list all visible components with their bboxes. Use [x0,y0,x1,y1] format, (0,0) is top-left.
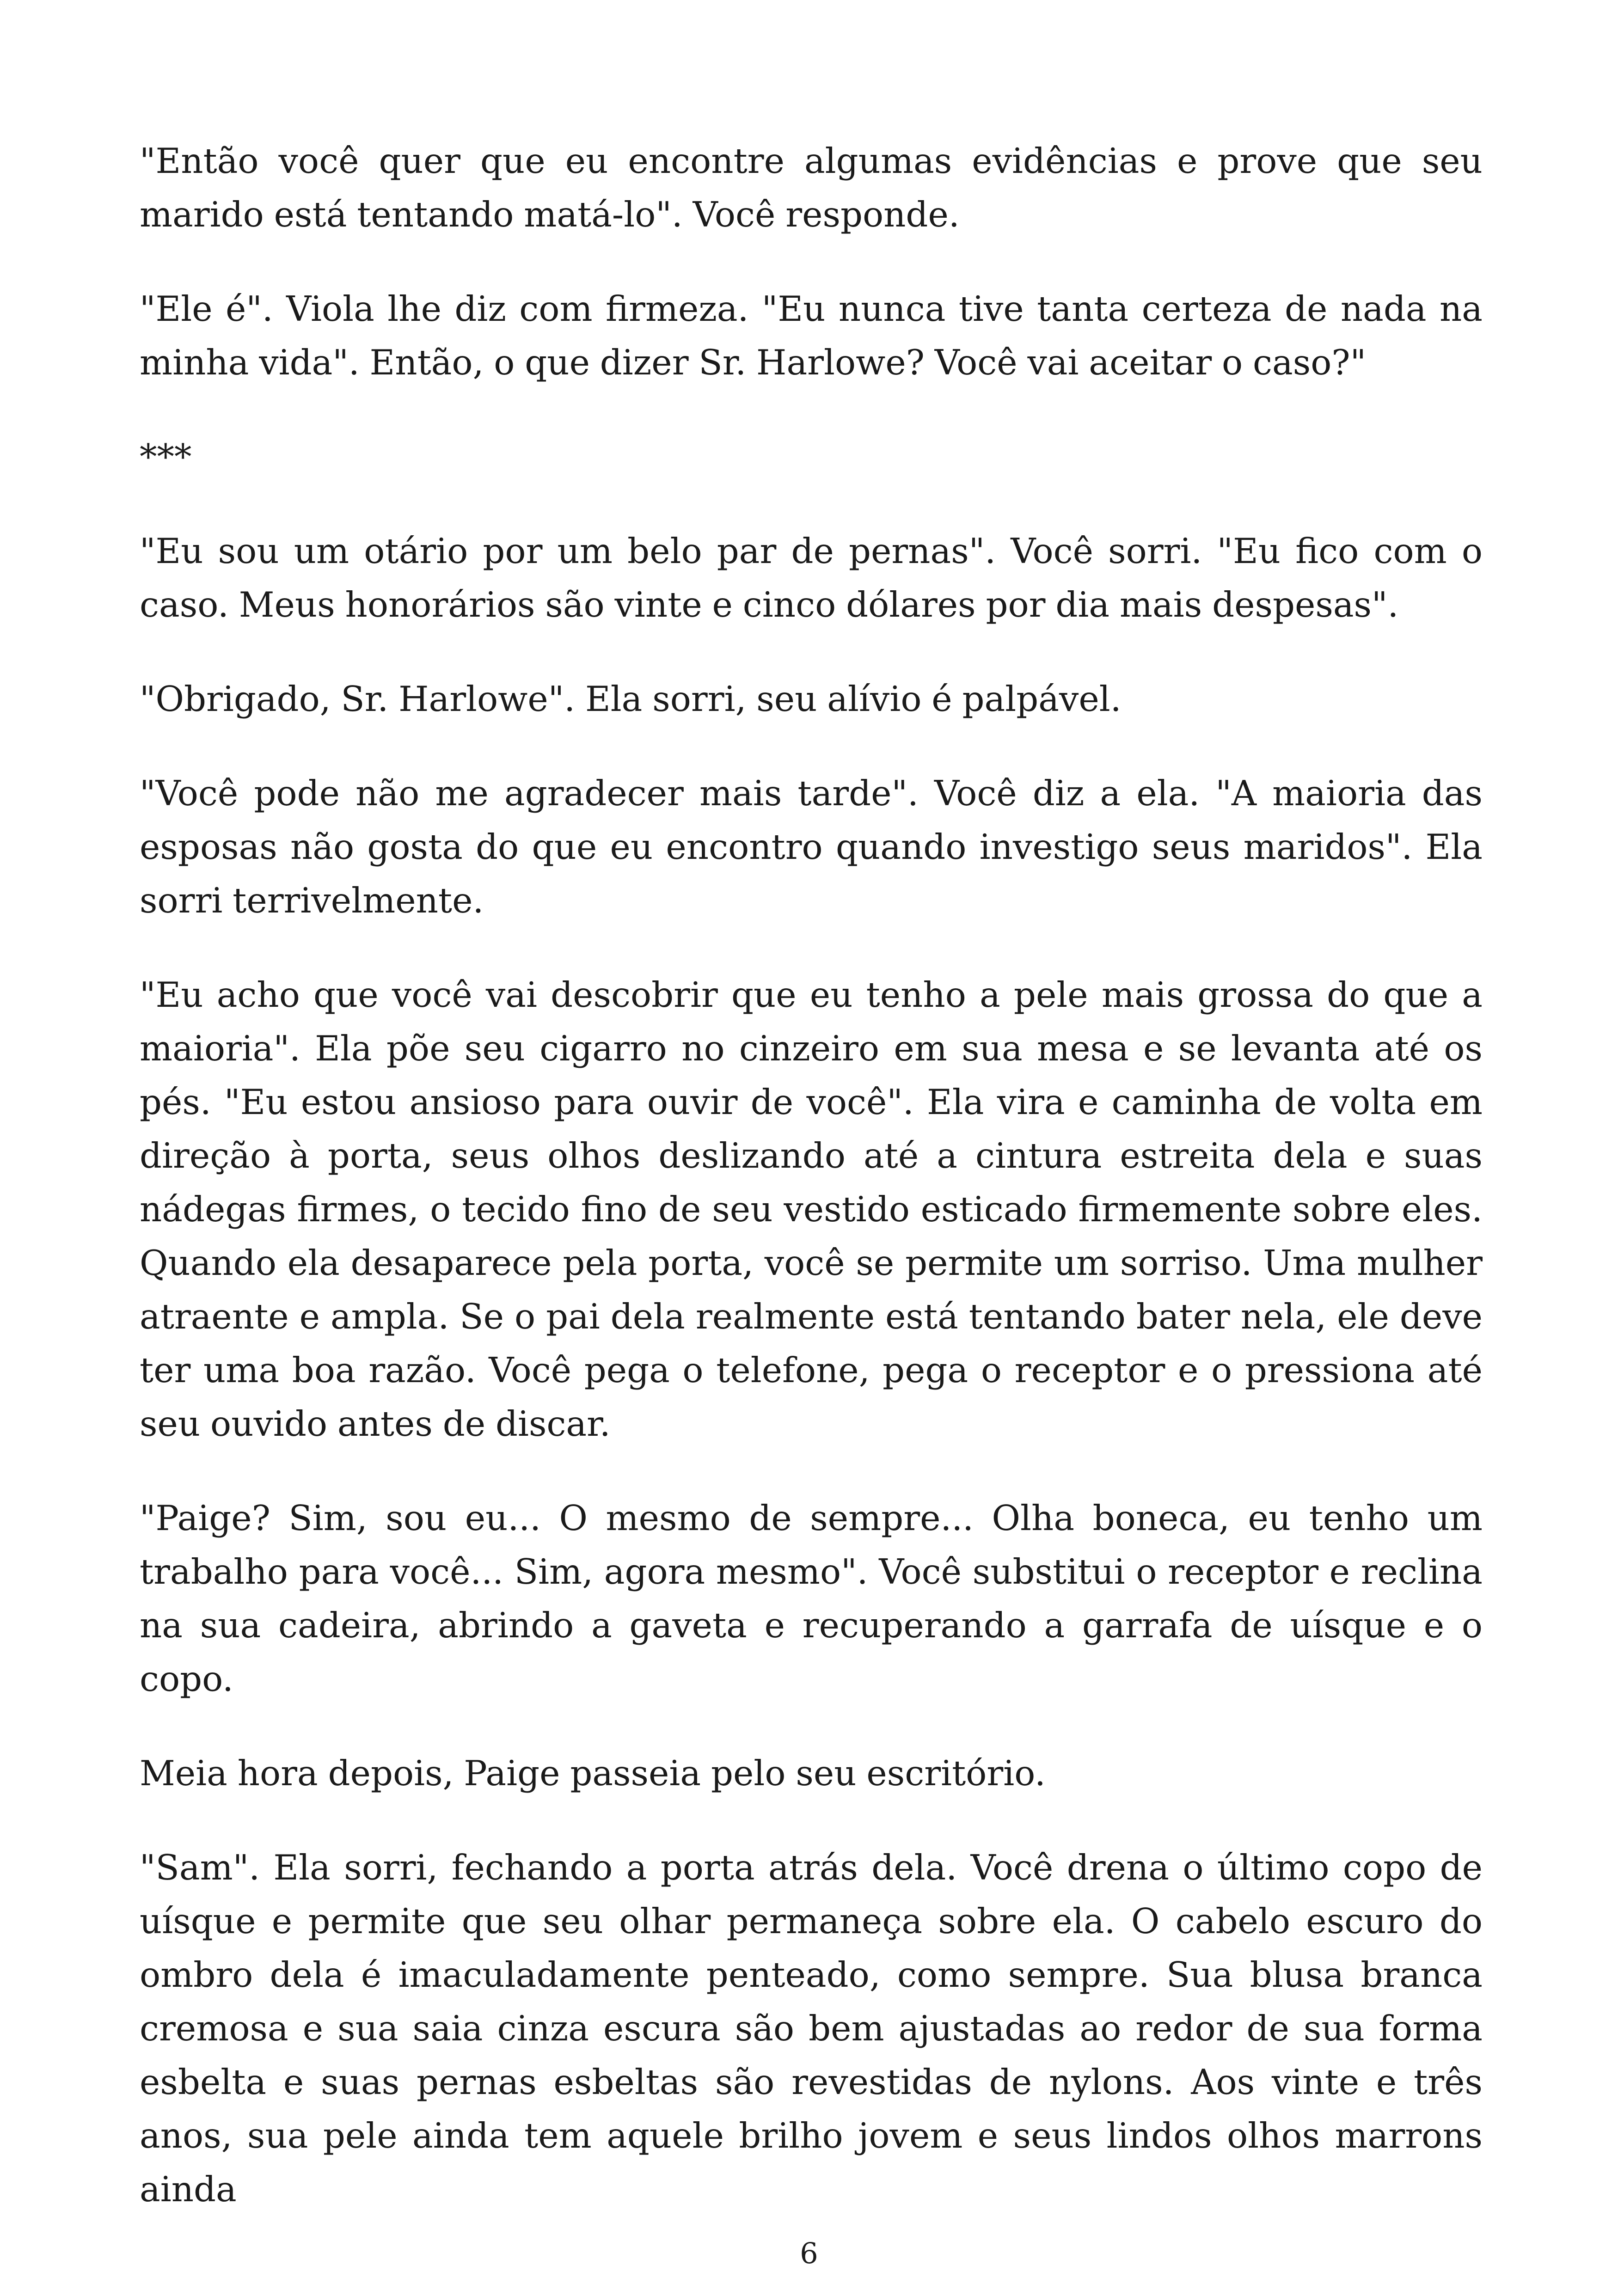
body-text [140,134,1483,2257]
paragraph: "Eu sou um otário por um belo par de pernas". Você sorri. "Eu fico com o caso. Meus honorários são vinte e cinco dólares por dia mais despesas". [140,531,1483,625]
paragraph: "Então você quer que eu encontre algumas evidências e prove que seu marido está tentando matá-lo". Você responde. [140,141,1483,235]
paragraph: "Eu acho que você vai descobrir que eu tenho a pele mais grossa do que a maioria". Ela põe seu cigarro no cinzeiro em sua mesa e se levanta até os pés. "Eu estou ansioso para ouvir de você". Ela vira e caminha de volta em direção à porta, seus olhos deslizando até a cintura estreita dela e suas nádegas firmes, o tecido fino de seu vestido esticado firmemente sobre eles. Quando ela desaparece pela porta, você se permite um sorriso. Uma mulher atraente e ampla. Se o pai dela realmente está tentando bater nela, ele deve ter uma boa razão. Você pega o telefone, pega o receptor e o pressiona até seu ouvido antes de discar. [140,974,1483,1444]
paragraph: "Sam". Ela sorri, fechando a porta atrás dela. Você drena o último copo de uísque e permite que seu olhar permaneça sobre ela. O cabelo escuro do ombro dela é imaculadamente penteado, como sempre. Sua blusa branca cremosa e sua saia cinza escura são bem ajustadas ao redor de sua forma esbelta e suas pernas esbeltas são revestidas de nylons. Aos vinte e três anos, sua pele ainda tem aquele brilho jovem e seus lindos olhos marrons ainda [140,1847,1483,2210]
page-number: 6 [800,2236,818,2270]
paragraph: "Ele é". Viola lhe diz com firmeza. "Eu nunca tive tanta certeza de nada na minha vida". Então, o que dizer Sr. Harlowe? Você vai aceitar o caso?" [140,288,1483,383]
paragraph: Meia hora depois, Paige passeia pelo seu escritório. [140,1753,1046,1794]
paragraph: "Obrigado, Sr. Harlowe". Ela sorri, seu alívio é palpável. [140,679,1122,719]
scene-break: *** [140,436,192,477]
paragraph: "Paige? Sim, sou eu... O mesmo de sempre... Olha boneca, eu tenho um trabalho para você... Sim, agora mesmo". Você substitui o receptor e reclina na sua cadeira, abrindo a gaveta e recuperando a garrafa de uísque e o copo. [140,1498,1483,1699]
paragraph: "Você pode não me agradecer mais tarde". Você diz a ela. "A maioria das esposas não gosta do que eu encontro quando investigo seus maridos". Ela sorri terrivelmente. [140,773,1483,921]
